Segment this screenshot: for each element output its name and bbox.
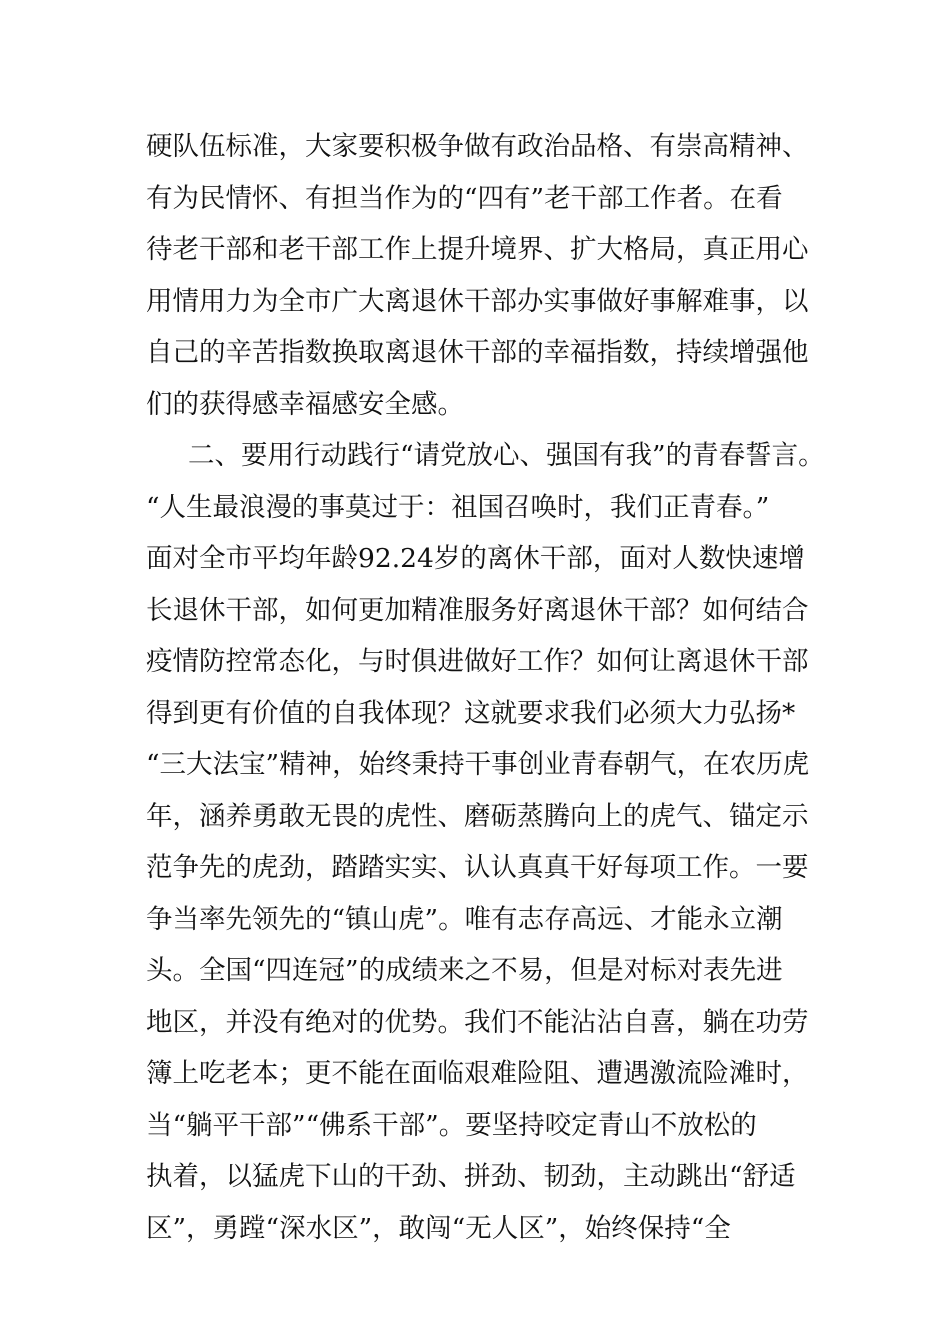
text-line: 待老干部和老干部工作上提升境界、扩大格局，真正用心 [146, 234, 809, 265]
text-line: 执着，以猛虎下山的干劲、拼劲、韧劲，主动跳出“舒适 [146, 1161, 796, 1192]
text-line: 得到更有价值的自我体现？这就要求我们必须大力弘扬* [146, 697, 796, 729]
text-line: “三大法宝”精神，始终秉持干事创业青春朝气，在农历虎 [146, 749, 810, 780]
text-line: 硬队伍标准，大家要积极争做有政治品格、有崇高精神、 [146, 131, 809, 162]
text-line: 区”，勇蹚“深水区”，敢闯“无人区”，始终保持“全 [146, 1212, 731, 1244]
text-line: 地区，并没有绝对的优势。我们不能沾沾自喜，躺在功劳 [146, 1006, 809, 1038]
text-line: 面对全市平均年龄92.24岁的离休干部，面对人数快速增 [146, 543, 805, 574]
text-line: “人生最浪漫的事莫过于：祖国召唤时，我们正青春。” [146, 491, 770, 523]
text-line: 范争先的虎劲，踏踏实实、认认真真干好每项工作。一要 [146, 852, 809, 883]
text-line: 簿上吃老本；更不能在面临艰难险阻、遭遇激流险滩时， [146, 1058, 809, 1089]
text-line: 自己的辛苦指数换取离退休干部的幸福指数，持续增强他 [146, 337, 809, 368]
section-heading-line: 二、要用行动践行“请党放心、强国有我”的青春誓言。 [188, 440, 825, 471]
text-line: 长退休干部，如何更加精准服务好离退休干部？如何结合 [146, 594, 809, 626]
text-line: 争当率先领先的“镇山虎”。唯有志存高远、才能永立潮 [146, 903, 783, 935]
text-line: 疫情防控常态化，与时俱进做好工作？如何让离退休干部 [146, 646, 809, 677]
text-line: 有为民情怀、有担当作为的“四有”老干部工作者。在看 [146, 182, 783, 214]
text-line: 们的获得感幸福感安全感。 [146, 388, 464, 420]
text-line: 头。全国“四连冠”的成绩来之不易，但是对标对表先进 [146, 955, 783, 986]
text-line: 年，涵养勇敢无畏的虎性、磨砺蒸腾向上的虎气、锚定示 [146, 800, 809, 832]
body-text [146, 121, 836, 1254]
text-line: 当“躺平干部”“佛系干部”。要坚持咬定青山不放松的 [146, 1109, 757, 1141]
text-line: 用情用力为全市广大离退休干部办实事做好事解难事，以 [146, 285, 809, 317]
